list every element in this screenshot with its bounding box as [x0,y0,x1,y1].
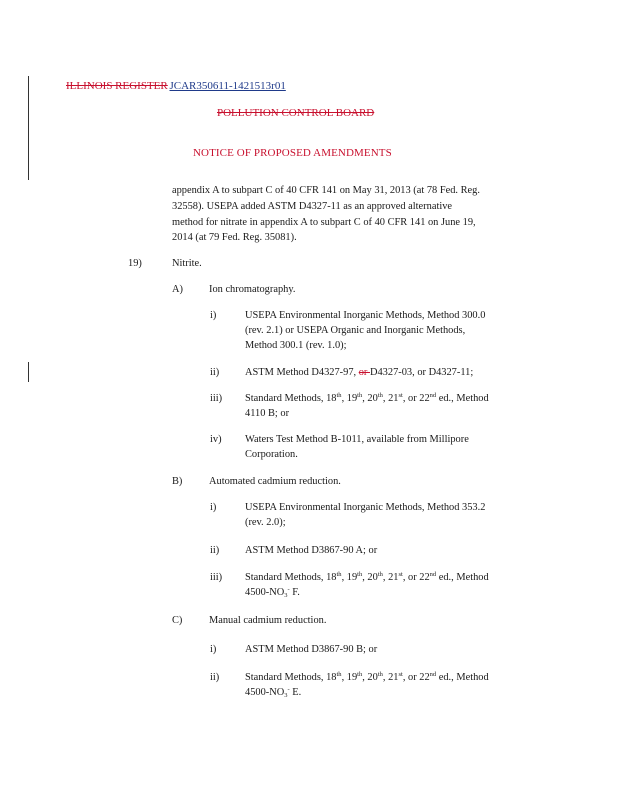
a-iv-line-2: Corporation. [245,449,298,460]
c-ii-line-1 [245,672,489,683]
intro-line-3: method for nitrate in appendix A to subpart C of 40 CFR 141 on June 19, [172,217,476,228]
a-iii-pre: Standard Methods, 18 [245,393,337,404]
section-c-letter: C) [172,615,183,626]
sup: th [377,671,383,678]
b-i-line-2: (rev. 2.0); [245,517,286,528]
tail: ed., Method [436,572,489,583]
sup: st [398,392,403,399]
c-ii-num: ii) [210,672,220,683]
c-ii-pre: Standard Methods, 18 [245,672,337,683]
a-ii-text [245,367,473,378]
pre: 4500-NO [245,587,285,598]
b-iii-line-1 [245,572,489,583]
change-bar-middle [28,362,29,382]
a-ii-part1: ASTM Method D4327-97, [245,367,359,378]
notice-title: NOTICE OF PROPOSED AMENDMENTS [193,147,392,159]
sup: nd [429,392,437,399]
b-ii-text: ASTM Method D3867-90 A; or [245,545,378,556]
sep: , 19 [341,672,358,683]
section-b-title: Automated cadmium reduction. [209,476,341,487]
sub: 3 [284,592,288,599]
tail: ed., Method [436,393,489,404]
b-ii-num: ii) [210,545,220,556]
sup: th [336,671,342,678]
sup: th [377,392,383,399]
b-i-line-1: USEPA Environmental Inorganic Methods, Method 353.2 [245,502,486,513]
item-number: 19) [128,258,142,269]
sup: nd [429,571,437,578]
intro-line-2: 32558). USEPA added ASTM D4327-11 as an approved alternative [172,201,453,212]
sup: st [398,571,403,578]
register-code: JCAR350611-1421513r01 [169,80,286,92]
section-a-letter: A) [172,284,183,295]
pre: 4500-NO [245,687,285,698]
intro-line-1: appendix A to subpart C of 40 CFR 141 on May 31, 2013 (at 78 Fed. Reg. [172,185,480,196]
post: F. [289,587,300,598]
a-ii-struck: or [358,367,370,378]
sup: nd [429,671,437,678]
b-iii-line-2 [245,587,300,598]
sep: , 20 [362,393,378,404]
sep: , 19 [341,393,358,404]
a-i-num: i) [210,310,217,321]
b-iii-num: iii) [210,572,223,583]
sup: - [287,686,290,693]
c-i-text: ASTM Method D3867-90 B; or [245,644,378,655]
post: E. [289,687,302,698]
section-a-title: Ion chromatography. [209,284,296,295]
sup: st [398,671,403,678]
item-label: Nitrite. [172,258,202,269]
sep: , or 22 [402,572,430,583]
register-prefix: ILLINOIS REGISTER [66,80,168,92]
sep: , 21 [382,393,399,404]
a-i-line-2: (rev. 2.1) or USEPA Organic and Inorganic Methods, [245,325,466,336]
a-iv-num: iv) [210,434,222,445]
a-i-line-3: Method 300.1 (rev. 1.0); [245,340,347,351]
section-c-title: Manual cadmium reduction. [209,615,327,626]
sep: , or 22 [402,393,430,404]
a-iii-line-1 [245,393,489,404]
sup: th [336,571,342,578]
sep: , 19 [341,572,358,583]
sep: , 20 [362,672,378,683]
sup: th [357,392,363,399]
change-bar-top [28,76,29,180]
a-i-line-1: USEPA Environmental Inorganic Methods, Method 300.0 [245,310,486,321]
sup: th [377,571,383,578]
a-ii-part2: D4327-03, or D4327-11; [369,367,474,378]
a-iv-line-1: Waters Test Method B-1011, available from Millipore [245,434,469,445]
sep: , 20 [362,572,378,583]
b-iii-pre: Standard Methods, 18 [245,572,337,583]
sub: 3 [284,692,288,699]
sep: , or 22 [402,672,430,683]
b-i-num: i) [210,502,217,513]
a-iii-line-2: 4110 B; or [245,408,290,419]
section-b-letter: B) [172,476,183,487]
board-title: POLLUTION CONTROL BOARD [217,107,375,119]
a-ii-num: ii) [210,367,220,378]
tail: ed., Method [436,672,489,683]
sep: , 21 [382,572,399,583]
sep: , 21 [382,672,399,683]
intro-line-4: 2014 (at 79 Fed. Reg. 35081). [172,232,297,243]
sup: - [287,586,290,593]
sup: th [357,671,363,678]
sup: th [357,571,363,578]
c-i-num: i) [210,644,217,655]
sup: th [336,392,342,399]
a-iii-num: iii) [210,393,223,404]
register-header [66,80,286,92]
c-ii-line-2 [245,687,301,698]
